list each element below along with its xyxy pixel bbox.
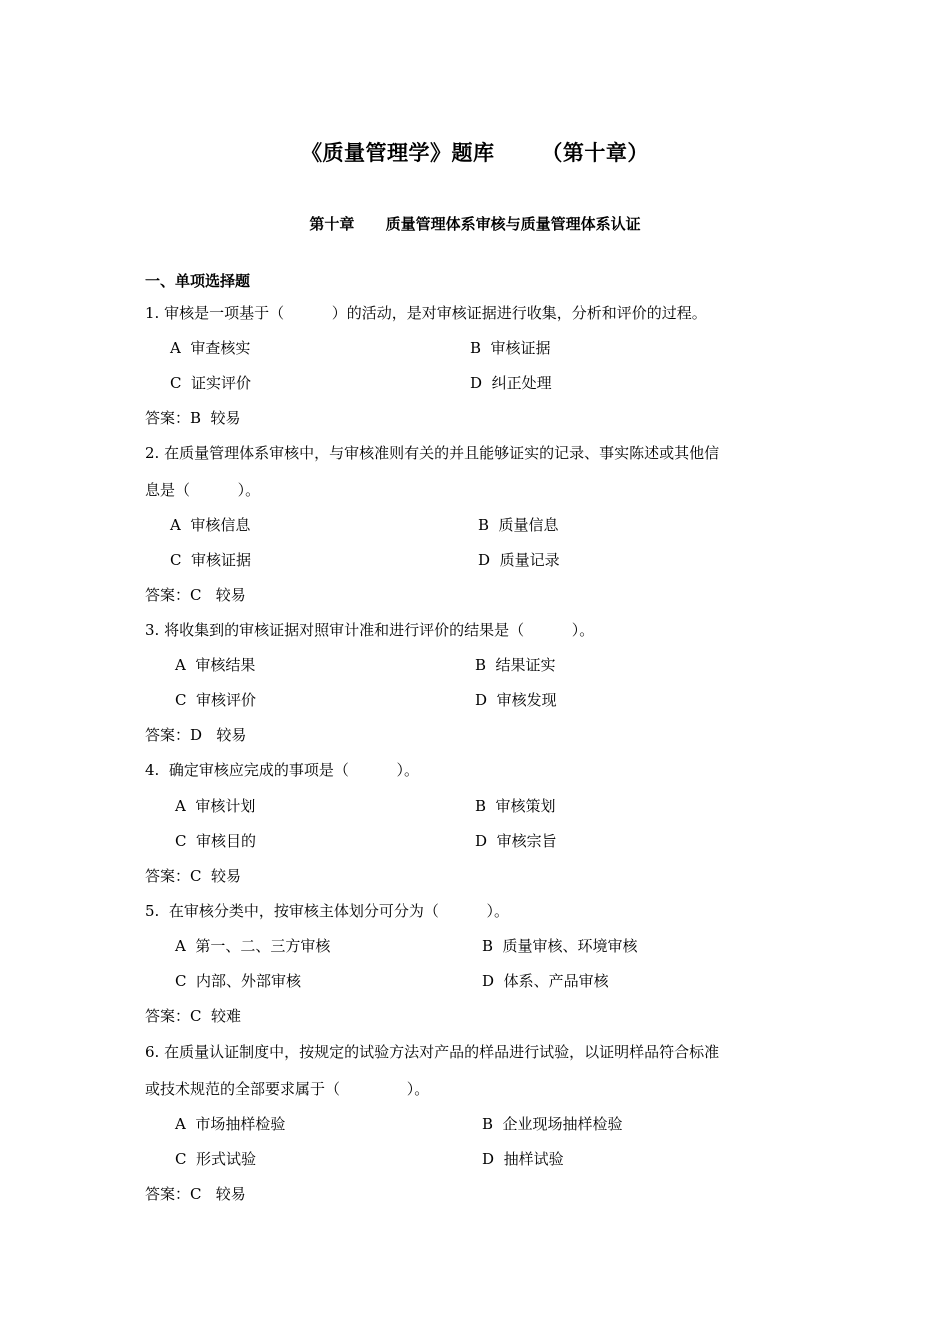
question-6-option-d: D 抽样试验 <box>482 1150 564 1168</box>
question-1-option-c: C 证实评价 <box>170 374 252 392</box>
question-5-option-c: C 内部、外部审核 <box>175 972 302 990</box>
question-4-stem: 4. 确定审核应完成的事项是（ ）。 <box>145 761 420 779</box>
question-2-option-d: D 质量记录 <box>478 551 560 569</box>
question-5-option-a: A 第一、二、三方审核 <box>175 937 331 955</box>
question-6-stem-line-1: 6. 在质量认证制度中，按规定的试验方法对产品的样品进行试验，以证明样品符合标准 <box>145 1043 720 1061</box>
question-2-stem-line-1: 2. 在质量管理体系审核中，与审核准则有关的并且能够证实的记录、事实陈述或其他信 <box>145 444 720 462</box>
question-1-option-d: D 纠正处理 <box>470 374 552 392</box>
question-1-option-a: A 审查核实 <box>170 339 251 357</box>
question-5-option-d: D 体系、产品审核 <box>482 972 609 990</box>
question-4-option-d: D 审核宗旨 <box>475 832 557 850</box>
question-2-option-c: C 审核证据 <box>170 551 252 569</box>
question-2-stem-line-2: 息是（ ）。 <box>145 481 261 499</box>
question-3-option-a: A 审核结果 <box>175 656 256 674</box>
document-title: 《质量管理学》题库 （第十章） <box>301 140 649 165</box>
question-5-option-b: B 质量审核、环境审核 <box>482 937 638 955</box>
question-4-option-c: C 审核目的 <box>175 832 257 850</box>
question-5-answer: 答案：C 较难 <box>145 1007 242 1025</box>
question-3-stem: 3. 将收集到的审核证据对照审计准和进行评价的结果是（ ）。 <box>145 621 595 639</box>
question-4-answer: 答案：C 较易 <box>145 867 242 885</box>
question-1-answer: 答案：B 较易 <box>145 409 241 427</box>
question-4-option-b: B 审核策划 <box>475 797 556 815</box>
question-2-option-a: A 审核信息 <box>170 516 251 534</box>
question-3-answer: 答案：D 较易 <box>145 726 247 744</box>
question-3-option-c: C 审核评价 <box>175 691 257 709</box>
section-heading: 一、单项选择题 <box>145 272 251 290</box>
question-3-option-d: D 审核发现 <box>475 691 557 709</box>
question-4-option-a: A 审核计划 <box>175 797 256 815</box>
question-6-option-c: C 形式试验 <box>175 1150 257 1168</box>
question-6-option-b: B 企业现场抽样检验 <box>482 1115 623 1133</box>
question-1-option-b: B 审核证据 <box>470 339 551 357</box>
question-2-option-b: B 质量信息 <box>478 516 559 534</box>
question-5-stem: 5. 在审核分类中，按审核主体划分可分为（ ）。 <box>145 902 510 920</box>
question-3-option-b: B 结果证实 <box>475 656 556 674</box>
chapter-heading: 第十章 质量管理体系审核与质量管理体系认证 <box>309 215 641 233</box>
question-1-stem: 1. 审核是一项基于（ ）的活动，是对审核证据进行收集，分析和评价的过程。 <box>145 304 707 322</box>
question-6-answer: 答案：C 较易 <box>145 1185 246 1203</box>
question-6-stem-line-2: 或技术规范的全部要求属于（ ）。 <box>145 1080 430 1098</box>
question-6-option-a: A 市场抽样检验 <box>175 1115 286 1133</box>
question-2-answer: 答案：C 较易 <box>145 586 246 604</box>
